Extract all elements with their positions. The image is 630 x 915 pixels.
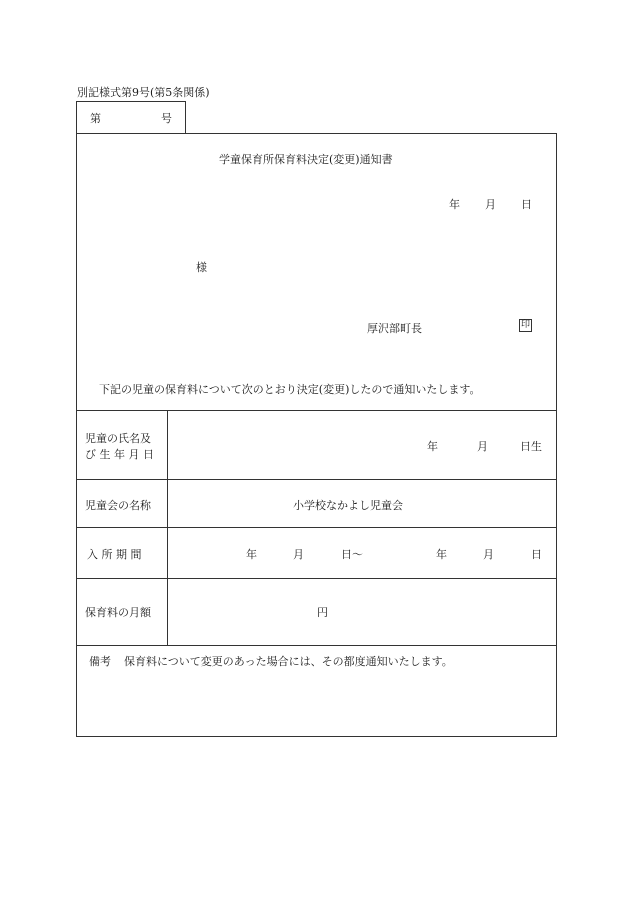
period-start-year: 年 [246, 548, 257, 561]
issue-year-label: 年 [449, 198, 460, 211]
divider [76, 578, 557, 579]
period-end-month: 月 [483, 548, 494, 561]
seal-mark: 印 [520, 320, 530, 330]
child-label-line2: び 生 年 月 日 [85, 448, 154, 461]
form-label: 別記様式第9号(第5条関係) [77, 86, 210, 99]
fee-label: 保育料の月額 [85, 606, 151, 619]
birth-year-label: 年 [427, 440, 438, 453]
period-end-day: 日 [531, 548, 542, 561]
issuer-name: 厚沢部町長 [367, 322, 422, 335]
period-label: 入 所 期 間 [87, 548, 142, 561]
number-dai: 第 [90, 112, 101, 125]
period-start-month: 月 [293, 548, 304, 561]
period-start-day: 日〜 [341, 548, 363, 561]
divider [76, 645, 557, 646]
divider [76, 527, 557, 528]
number-go: 号 [161, 112, 172, 125]
recipient-suffix: 様 [196, 261, 207, 274]
period-end-year: 年 [436, 548, 447, 561]
issue-day-label: 日 [521, 198, 532, 211]
divider [76, 410, 557, 411]
club-name: 小学校なかよし児童会 [293, 499, 403, 512]
label-column-divider [167, 410, 168, 645]
club-label: 児童会の名称 [85, 499, 151, 512]
birth-day-label: 日生 [520, 440, 542, 453]
remarks-label: 備考 [89, 655, 111, 668]
remarks-text: 保育料について変更のあった場合には、その都度通知いたします。 [124, 655, 453, 668]
issue-month-label: 月 [485, 198, 496, 211]
document-title: 学童保育所保育料決定(変更)通知書 [219, 153, 393, 166]
child-label-line1: 児童の氏名及 [85, 432, 151, 445]
divider [76, 479, 557, 480]
intro-text: 下記の児童の保育料について次のとおり決定(変更)したので通知いたします。 [99, 383, 481, 396]
birth-month-label: 月 [477, 440, 488, 453]
fee-unit: 円 [317, 606, 328, 619]
